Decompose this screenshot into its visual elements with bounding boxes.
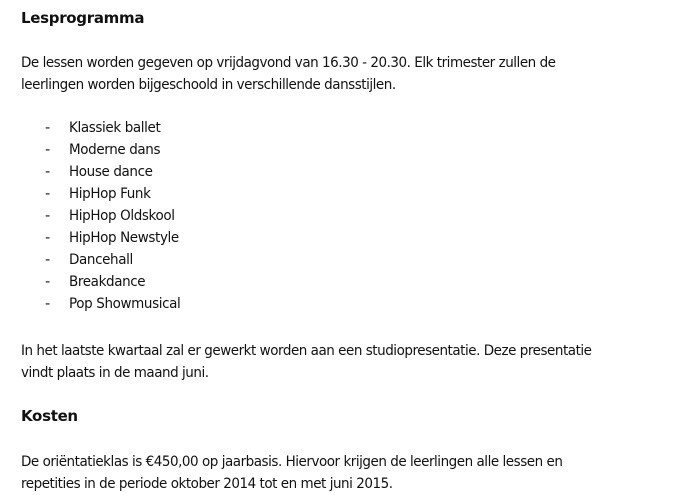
list-item-text: Pop Showmusical [69, 296, 181, 312]
paragraph-kosten: De oriëntatieklas is €450,00 op jaarbasis. Hiervoor krijgen de leerlingen alle lessen en repetities in de periode oktober 2014 tot en met juni 2015. [21, 454, 563, 492]
list-item-text: Breakdance [69, 274, 146, 290]
list-item-text: HipHop Newstyle [69, 230, 179, 246]
heading-kosten: Kosten [21, 407, 78, 425]
list-dash: - [45, 296, 50, 312]
list-dash: - [45, 164, 50, 180]
list-item-text: Moderne dans [69, 142, 161, 158]
list-dash: - [45, 186, 50, 202]
heading-lesprogramma: Lesprogramma [21, 9, 145, 27]
list-item-text: Dancehall [69, 252, 133, 268]
list-dash: - [45, 120, 50, 136]
list-item-text: Klassiek ballet [69, 120, 161, 136]
list-item-text: HipHop Funk [69, 186, 151, 202]
paragraph-lesprogramma-intro: De lessen worden gegeven op vrijdagvond van 16.30 - 20.30. Elk trimester zullen de leerlingen worden bijgeschoold in verschillende dansstijlen. [21, 55, 556, 93]
list-dash: - [45, 230, 50, 246]
list-dash: - [45, 274, 50, 290]
list-item-text: HipHop Oldskool [69, 208, 175, 224]
list-dash: - [45, 208, 50, 224]
list-dash: - [45, 252, 50, 268]
paragraph-lesprogramma-closing: In het laatste kwartaal zal er gewerkt worden aan een studiopresentatie. Deze presentatie vindt plaats in de maand juni. [21, 343, 592, 381]
list-dash: - [45, 142, 50, 158]
list-item-text: House dance [69, 164, 153, 180]
